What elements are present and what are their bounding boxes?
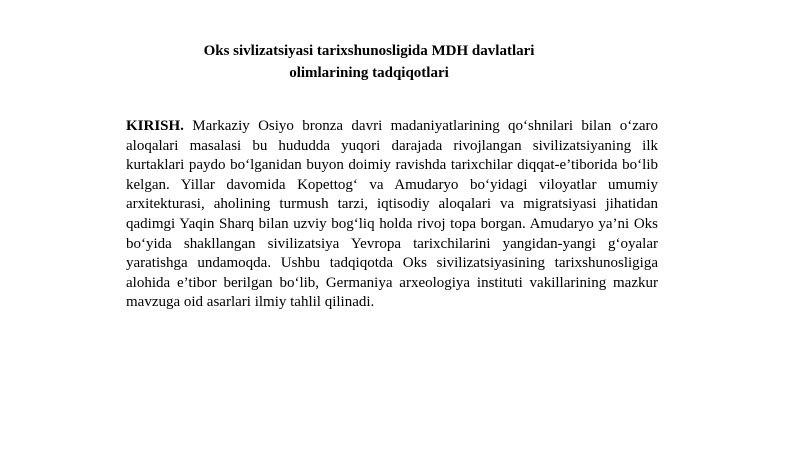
introduction-paragraph bbox=[126, 117, 658, 313]
title-line-1: Oks sivlizatsiyasi tarixshunosligida MDH davlatlari bbox=[203, 43, 535, 59]
title-line-2: olimlarining tadqiqotlari bbox=[289, 65, 449, 81]
introduction-text: Markaziy Osiyo bronza davri madaniyatlarining qo‘shnilari bilan o‘zaro aloqalari masalasi bu hududda yuqori darajada rivojlangan sivilizatsiyaning ilk kurtaklari paydo bo‘lganidan buyon doimiy ravishda tarixchilar diqqat-e’tiborida bo‘lib kelgan. Yillar davomida Kopettog‘ va Amudaryo bo‘yidagi viloyatlar umumiy arxitekturasi, aholining turmush tarzi, iqtisodiy aloqalari va migratsiyasi jihatidan qadimgi Yaqin Sharq bilan uzviy bog‘liq holda rivoj topa borgan. Amudaryo ya’ni Oks bo‘yida shakllangan sivilizatsiya Yevropa tarixchilarini yangidan-yangi g‘oyalar yaratishga undamoqda. Ushbu tadqiqotda Oks sivilizatsiyasining tarixshunosligiga alohida e’tibor berilgan bo‘lib, Germaniya arxeologiya instituti vakillarining mazkur mavzuga oid asarlari ilmiy tahlil qilinadi. bbox=[126, 118, 658, 311]
introduction-heading: KIRISH. bbox=[126, 118, 184, 134]
document-title bbox=[200, 40, 538, 84]
